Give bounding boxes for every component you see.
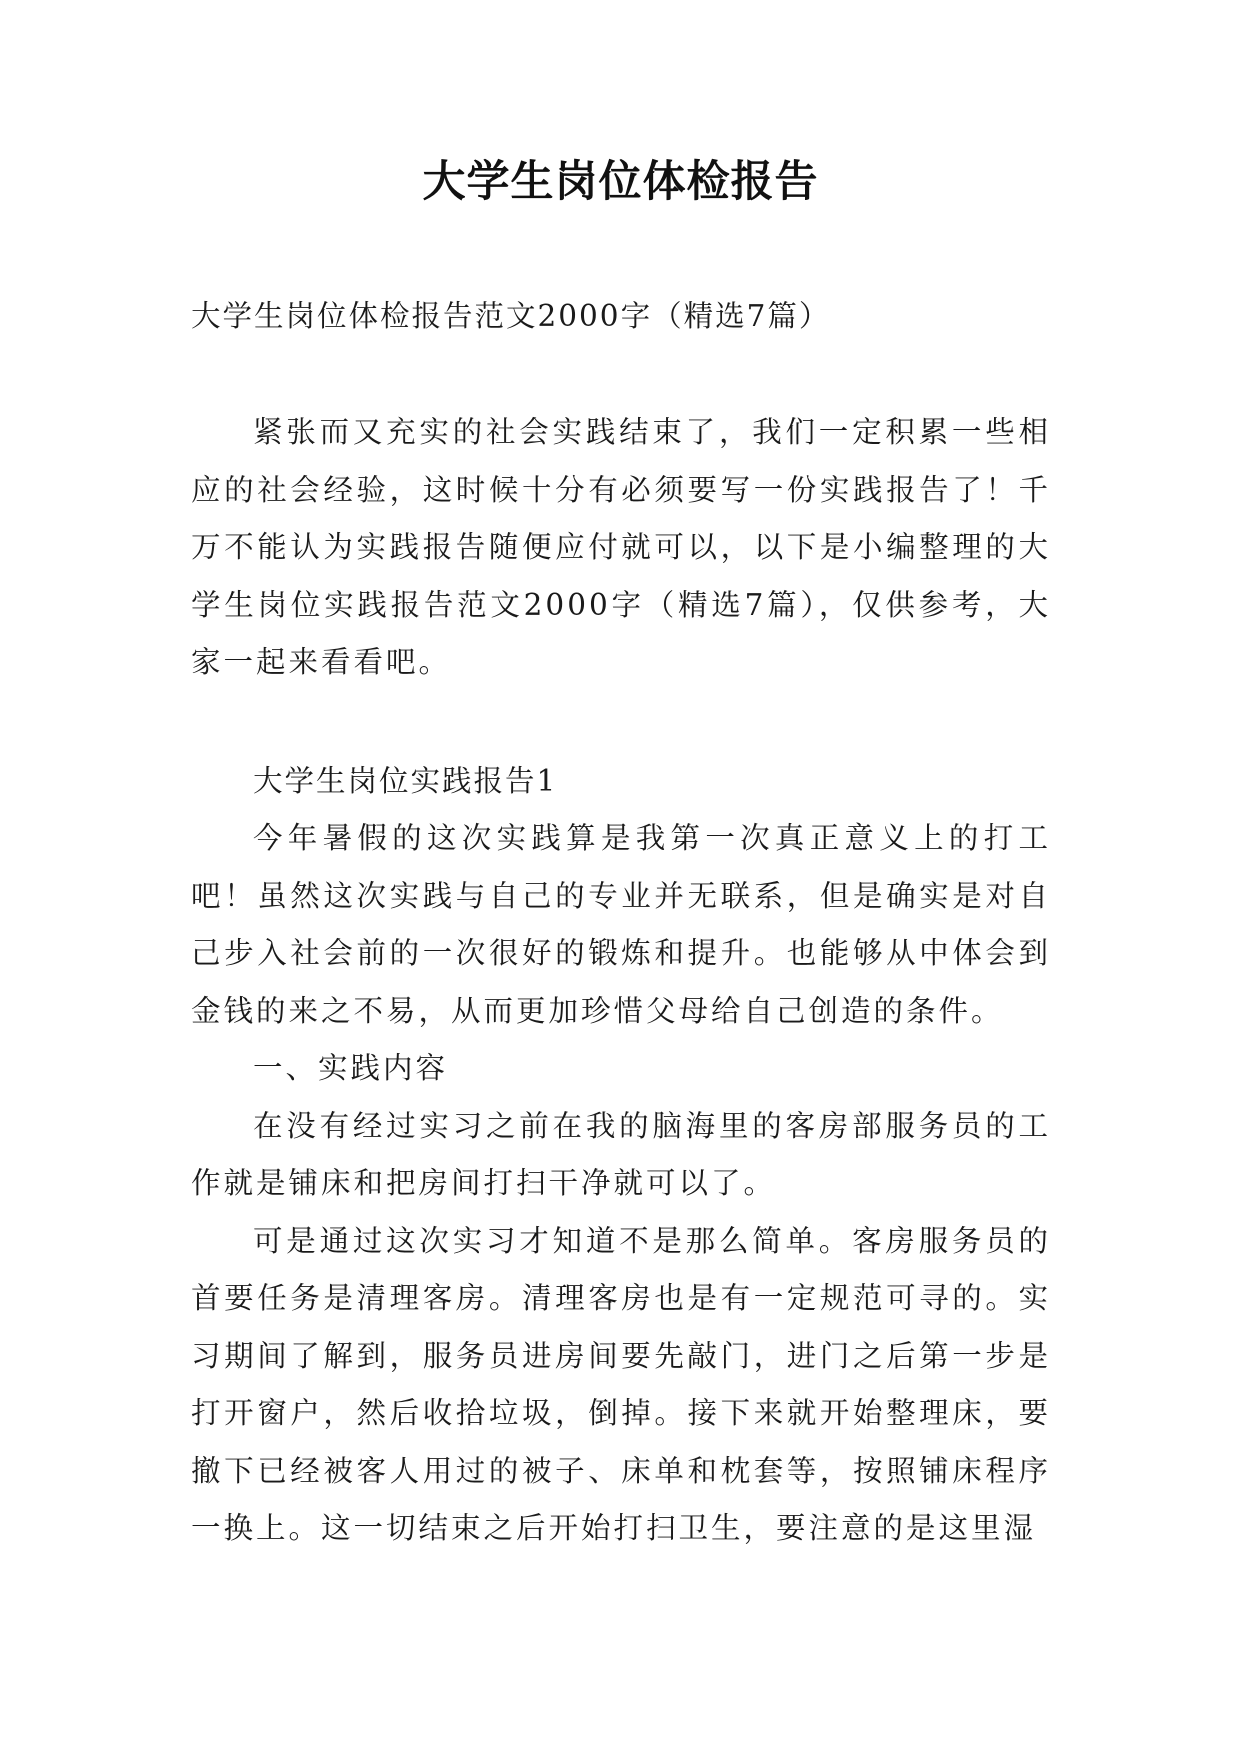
paragraph: 在没有经过实习之前在我的脑海里的客房部服务员的工作就是铺床和把房间打扫干净就可以了。 [191,1108,1051,1200]
subsection-heading: 一、实践内容 [253,1051,449,1085]
document-title: 大学生岗位体检报告 [422,157,819,207]
paragraph: 今年暑假的这次实践算是我第一次真正意义上的打工吧！虽然这次实践与自己的专业并无联系，但是确实是对自己步入社会前的一次很好的锻炼和提升。也能够从中体会到金钱的来之不易，从而更加珍惜父母给自己创造的条件。 [191,821,1051,1028]
section-heading: 大学生岗位实践报告1 [253,764,558,798]
paragraph: 可是通过这次实习才知道不是那么简单。客房服务员的首要任务是清理客房。清理客房也是有一定规范可寻的。实习期间了解到，服务员进房间要先敲门，进门之后第一步是打开窗户，然后收拾垃圾，倒掉。接下来就开始整理床，要撤下已经被客人用过的被子、床单和枕套等，按照铺床程序一换上。这一切结束之后开始打扫卫生，要注意的是这里湿 [191,1223,1051,1545]
intro-paragraph: 紧张而又充实的社会实践结束了，我们一定积累一些相应的社会经验，这时候十分有必须要写一份实践报告了！千万不能认为实践报告随便应付就可以，以下是小编整理的大学生岗位实践报告范文2000字（精选7篇），仅供参考，大家一起来看看吧。 [191,415,1051,679]
document-subtitle: 大学生岗位体检报告范文2000字（精选7篇） [191,299,831,333]
section-body [191,810,1051,1558]
